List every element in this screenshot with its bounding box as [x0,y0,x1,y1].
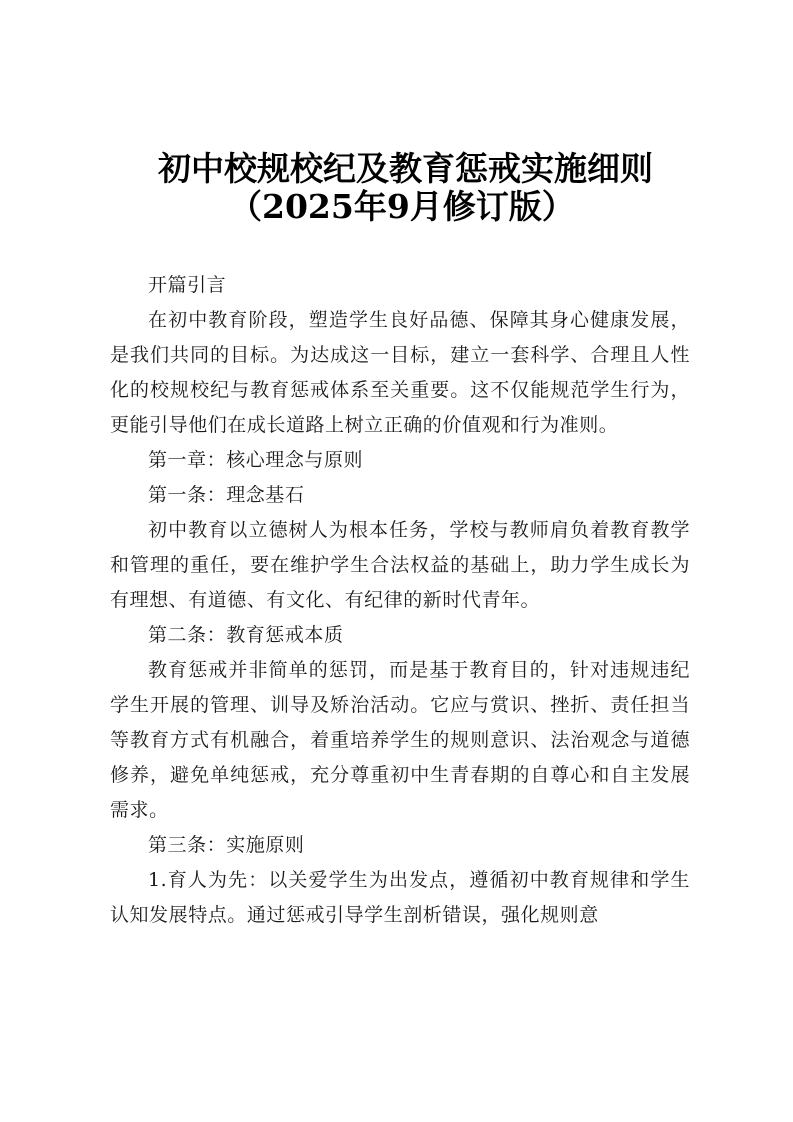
article-paragraph-3: 1.育人为先：以关爱学生为出发点，遵循初中教育规律和学生认知发展特点。通过惩戒引导学生剖析错误，强化规则意 [110,869,690,926]
paragraph-intro: 在初中教育阶段，塑造学生良好品德、保障其身心健康发展，是我们共同的目标。为达成这一目标，建立一套科学、合理且人性化的校规校纪与教育惩戒体系至关重要。这不仅能规范学生行为，更能引导他们在成长道路上树立正确的价值观和行为准则。 [110,309,690,436]
article-paragraph-1: 初中教育以立德树人为根本任务，学校与教师肩负着教育教学和管理的重任，要在维护学生合法权益的基础上，助力学生成长为有理想、有道德、有文化、有纪律的新时代青年。 [110,519,690,611]
article-heading-2: 第二条：教育惩戒本质 [148,624,344,646]
document-body [110,268,690,933]
article-heading-1: 第一条：理念基石 [148,484,305,506]
document-title [0,150,793,226]
chapter-heading-1: 第一章：核心理念与原则 [148,449,364,471]
title-line-2: （2025年9月修订版） [229,187,575,226]
article-paragraph-2: 教育惩戒并非简单的惩罚，而是基于教育目的，针对违规违纪学生开展的管理、训导及矫治活动。它应与赏识、挫折、责任担当等教育方式有机融合，着重培养学生的规则意识、法治观念与道德修养，避免单纯惩戒，充分尊重初中生青春期的自尊心和自主发展需求。 [110,659,690,821]
article-heading-3: 第三条：实施原则 [148,834,305,856]
title-line-1: 初中校规校纪及教育惩戒实施细则 [158,149,653,188]
heading-intro: 开篇引言 [148,274,227,296]
